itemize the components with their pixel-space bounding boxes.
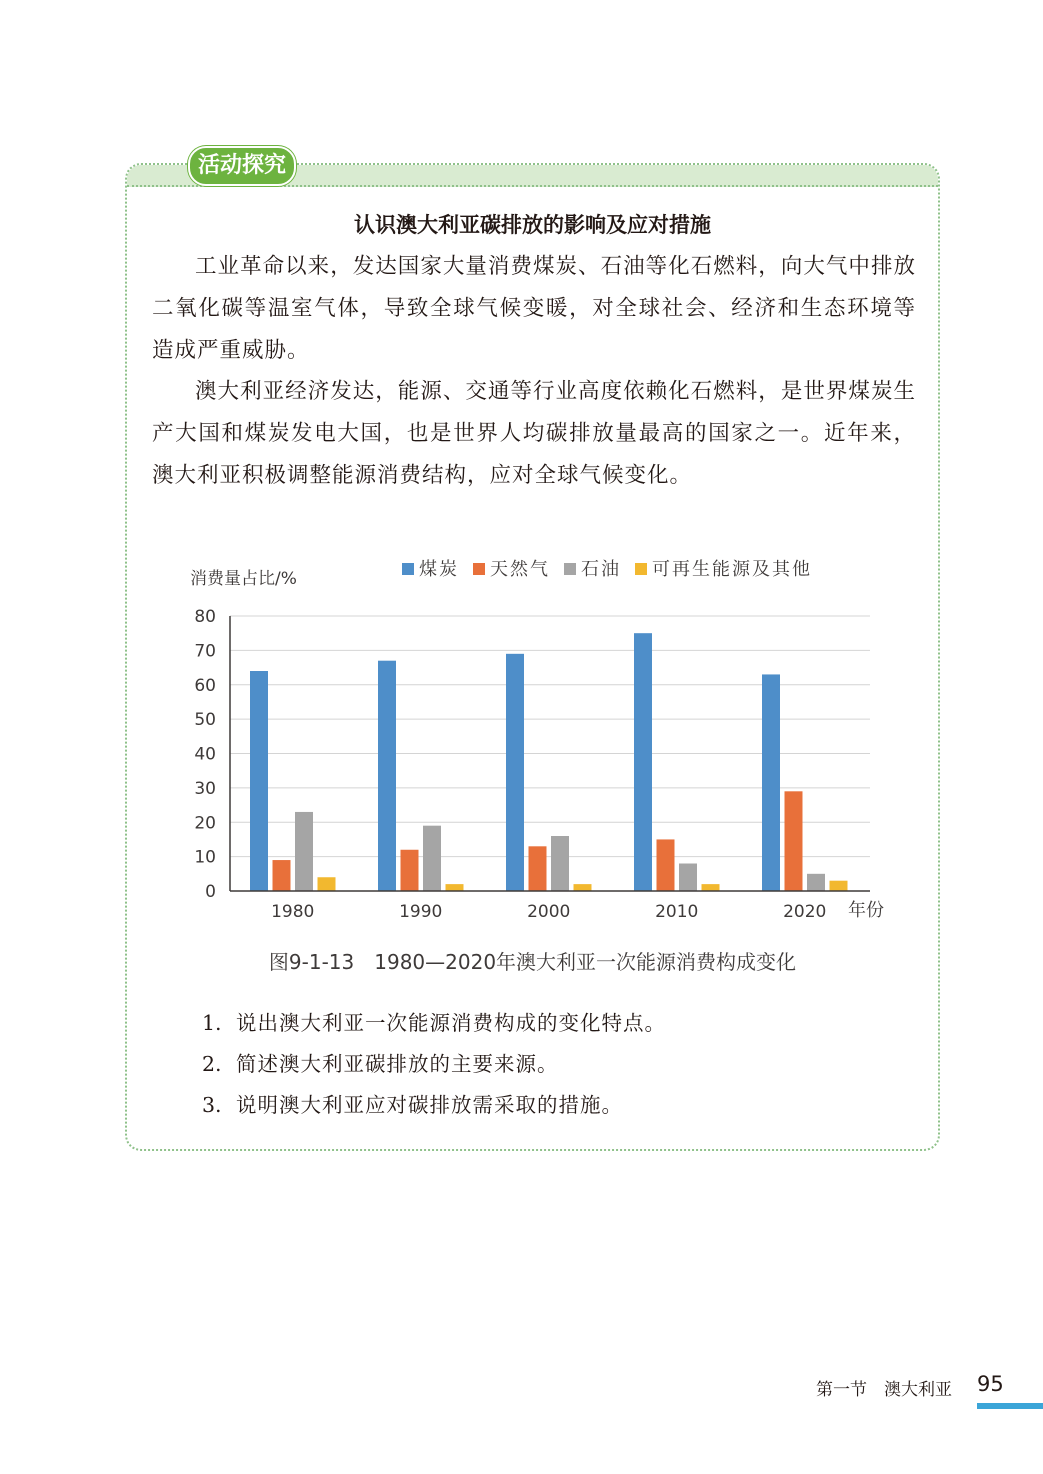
bar-2000-1	[529, 846, 547, 891]
chart-legend	[402, 559, 812, 580]
y-tick-label: 60	[194, 675, 216, 696]
y-tick-label: 20	[194, 813, 216, 834]
legend-label: 可再生能源及其他	[652, 559, 812, 580]
y-axis-label: 消费量占比/%	[190, 569, 297, 589]
question-number: 3.	[202, 1093, 222, 1117]
question-number: 2.	[202, 1052, 222, 1076]
bar-1980-0	[250, 671, 268, 891]
x-tick-label: 1990	[399, 902, 443, 922]
x-axis-label: 年份	[848, 900, 884, 921]
y-axis-ticks	[194, 607, 216, 902]
figure-caption: 图9-1-13 1980—2020年澳大利亚一次能源消费构成变化	[268, 950, 797, 974]
question-text: 说出澳大利亚一次能源消费构成的变化特点。	[236, 1011, 666, 1035]
x-axis-ticks	[271, 902, 826, 922]
paragraph-2: 澳大利亚经济发达，能源、交通等行业高度依赖化石燃料，是世界煤炭生产大国和煤炭发电大国，也是世界人均碳排放量最高的国家之一。近年来，澳大利亚积极调整能源消费结构，应对全球气候变化。	[152, 379, 916, 488]
bar-1990-3	[446, 884, 464, 891]
bar-1980-2	[295, 812, 313, 891]
y-tick-label: 10	[194, 847, 216, 868]
bar-2010-0	[634, 633, 652, 891]
footer-accent-bar	[977, 1403, 1043, 1409]
activity-title: 认识澳大利亚碳排放的影响及应对措施	[354, 213, 711, 237]
bar-2000-2	[551, 836, 569, 891]
x-tick-label: 1980	[271, 902, 315, 922]
chart-bars	[250, 633, 848, 891]
bar-1990-2	[423, 826, 441, 891]
question-text: 简述澳大利亚碳排放的主要来源。	[236, 1052, 559, 1076]
footer-section-title: 第一节 澳大利亚	[816, 1380, 952, 1400]
bar-2010-3	[702, 884, 720, 891]
question-item	[202, 1003, 666, 1044]
legend-swatch	[635, 563, 647, 575]
bar-2020-2	[807, 874, 825, 891]
y-tick-label: 40	[194, 744, 216, 765]
bar-2020-0	[762, 674, 780, 891]
paragraph-1: 工业革命以来，发达国家大量消费煤炭、石油等化石燃料，向大气中排放二氧化碳等温室气体，导致全球气候变暖，对全球社会、经济和生态环境等造成严重威胁。	[152, 254, 916, 363]
y-tick-label: 50	[194, 710, 216, 731]
bar-2020-3	[830, 881, 848, 891]
y-tick-label: 80	[194, 607, 216, 627]
bar-1980-1	[273, 860, 291, 891]
bar-2000-0	[506, 654, 524, 891]
question-item	[202, 1044, 666, 1085]
legend-swatch	[564, 563, 576, 575]
legend-label: 天然气	[490, 559, 550, 580]
bar-2020-1	[785, 791, 803, 891]
question-item	[202, 1085, 666, 1126]
activity-badge: 活动探究	[188, 146, 296, 186]
page-number: 95	[977, 1372, 1004, 1396]
question-number: 1.	[202, 1011, 222, 1035]
y-tick-label: 70	[194, 641, 216, 662]
bar-1980-3	[318, 877, 336, 891]
energy-consumption-chart	[180, 550, 900, 930]
x-tick-label: 2000	[527, 902, 571, 922]
legend-swatch	[473, 563, 485, 575]
y-tick-label: 0	[205, 882, 216, 902]
question-text: 说明澳大利亚应对碳排放需采取的措施。	[236, 1093, 623, 1117]
legend-swatch	[402, 563, 414, 575]
x-tick-label: 2010	[655, 902, 699, 922]
bar-1990-0	[378, 661, 396, 891]
legend-label: 石油	[581, 559, 621, 580]
bar-2000-3	[574, 884, 592, 891]
legend-label: 煤炭	[419, 559, 459, 580]
question-list	[202, 1003, 666, 1126]
bar-2010-2	[679, 864, 697, 892]
bar-1990-1	[401, 850, 419, 891]
x-tick-label: 2020	[783, 902, 827, 922]
y-tick-label: 30	[194, 778, 216, 799]
bar-2010-1	[657, 839, 675, 891]
